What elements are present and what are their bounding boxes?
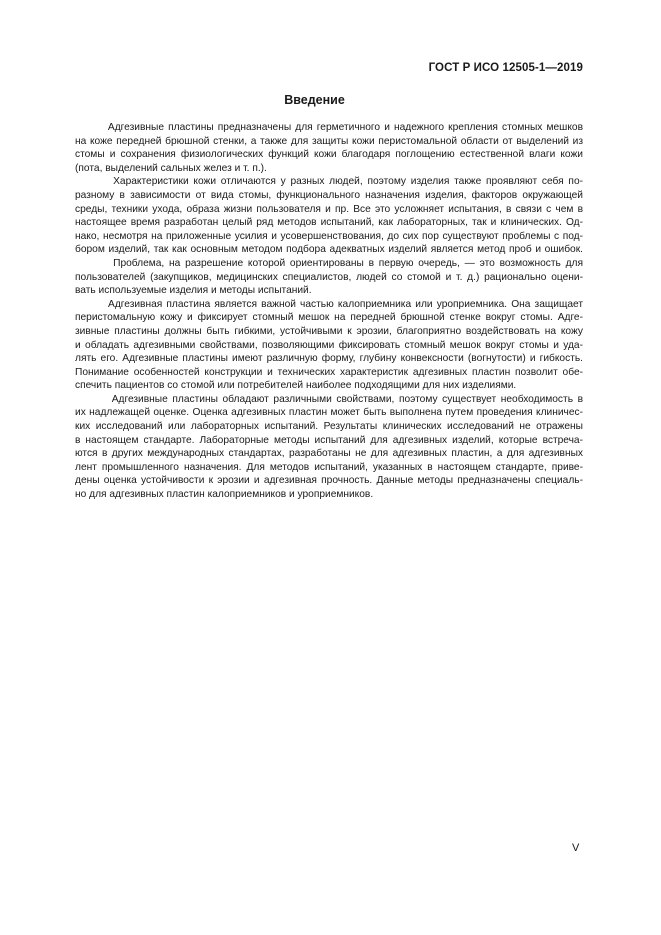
text-line: разному в зависимости от вида стомы, функционального назначения изделия, факторов окружающей xyxy=(75,189,583,201)
text-line: зивные пластины должны быть гибкими, устойчивыми к эрозии, благоприятно воздействовать на кожу xyxy=(75,325,583,337)
text-line: Адгезивная пластина является важной частью калоприемника или уроприемника. Она защищает xyxy=(75,298,583,310)
text-line: Адгезивные пластины предназначены для герметичного и надежного крепления стомных мешков xyxy=(75,122,583,133)
text-line: настоящее время разработан целый ряд методов испытаний, как лабораторных, так и клинических. Од- xyxy=(75,217,583,229)
text-line: перистомальную кожу и фиксирует стомный мешок на передней брюшной стенке вокруг стомы. Адге- xyxy=(75,312,583,324)
text-line: их надлежащей оценке. Оценка адгезивных пластин может быть выполнена путем проведения клиничес- xyxy=(75,407,583,419)
text-line: лент промышленного назначения. Для методов испытаний, указанных в настоящем стандарте, приве- xyxy=(75,461,583,473)
paragraph xyxy=(75,175,583,257)
text-line: пользователей (закупщиков, медицинских специалистов, людей со стомой и т. д.) рационально оцени- xyxy=(75,271,583,283)
text-line: на коже передней брюшной стенки, а также для защиты кожи перистомальной области от выделений из xyxy=(75,135,583,147)
text-line: но для адгезивных пластин калоприемников и уроприемников. xyxy=(75,489,374,501)
paragraph xyxy=(75,257,583,298)
text-line: в настоящем стандарте. Лабораторные методы испытаний для адгезивных изделий, которые встреча- xyxy=(75,434,583,446)
text-line: дены оценка устойчивости к эрозии и адгезивная прочность. Данные методы предназначены специаль- xyxy=(75,475,583,487)
text-line: Проблема, на разрешение которой ориентированы в первую очередь, — это возможность для xyxy=(75,257,583,269)
text-line: ются в других международных стандартах, разработаны не для адгезивных пластин, а для адгезивных xyxy=(75,448,583,460)
text-line: спечить пациентов со стомой или потребителей наиболее подходящими для них изделиями. xyxy=(75,380,517,392)
text-line: нако, несмотря на приложенные усилия и усовершенствования, до сих пор существуют проблемы с под- xyxy=(75,230,583,242)
text-line: стомы и сохранения физиологических функций кожи благодаря поглощению естественной влаги кожи xyxy=(75,149,583,161)
text-line: ких исследований или лабораторных испытаний. Результаты клинических исследований не отражены xyxy=(75,421,583,433)
standard-code-header: ГОСТ Р ИСО 12505-1—2019 xyxy=(428,62,583,74)
page-number: V xyxy=(572,842,580,854)
text-line: и обладать адгезивными свойствами, позволяющими фиксировать стомный мешок вокруг стомы и уда- xyxy=(75,339,583,351)
paragraph xyxy=(75,121,583,175)
body-text xyxy=(75,121,583,502)
text-line: бором изделий, так как основным методом подбора адекватных изделий является метод проб и ошибок. xyxy=(75,244,583,256)
text-line: лять его. Адгезивные пластины имеют различную форму, глубину конвексности (вогнутости) и гибкость. xyxy=(75,353,583,365)
text-line: вать используемые изделия и методы испытаний. xyxy=(75,285,312,297)
text-line: Характеристики кожи отличаются у разных людей, поэтому изделия также проявляют себя по- xyxy=(75,176,583,188)
paragraph xyxy=(75,298,583,393)
section-title: Введение xyxy=(284,93,345,107)
text-line: среды, техники ухода, образа жизни пользователя и пр. Все это усложняет испытания, в связи с чем в xyxy=(75,203,583,215)
paragraph xyxy=(75,393,583,502)
text-line: (пота, выделений сальных желез и т. п.). xyxy=(75,162,267,174)
text-line: Адгезивные пластины обладают различными свойствами, поэтому существует необходимость в xyxy=(75,393,583,405)
text-line: Понимание особенностей конструкции и технических характеристик адгезивных пластин позволит обе- xyxy=(75,366,583,378)
